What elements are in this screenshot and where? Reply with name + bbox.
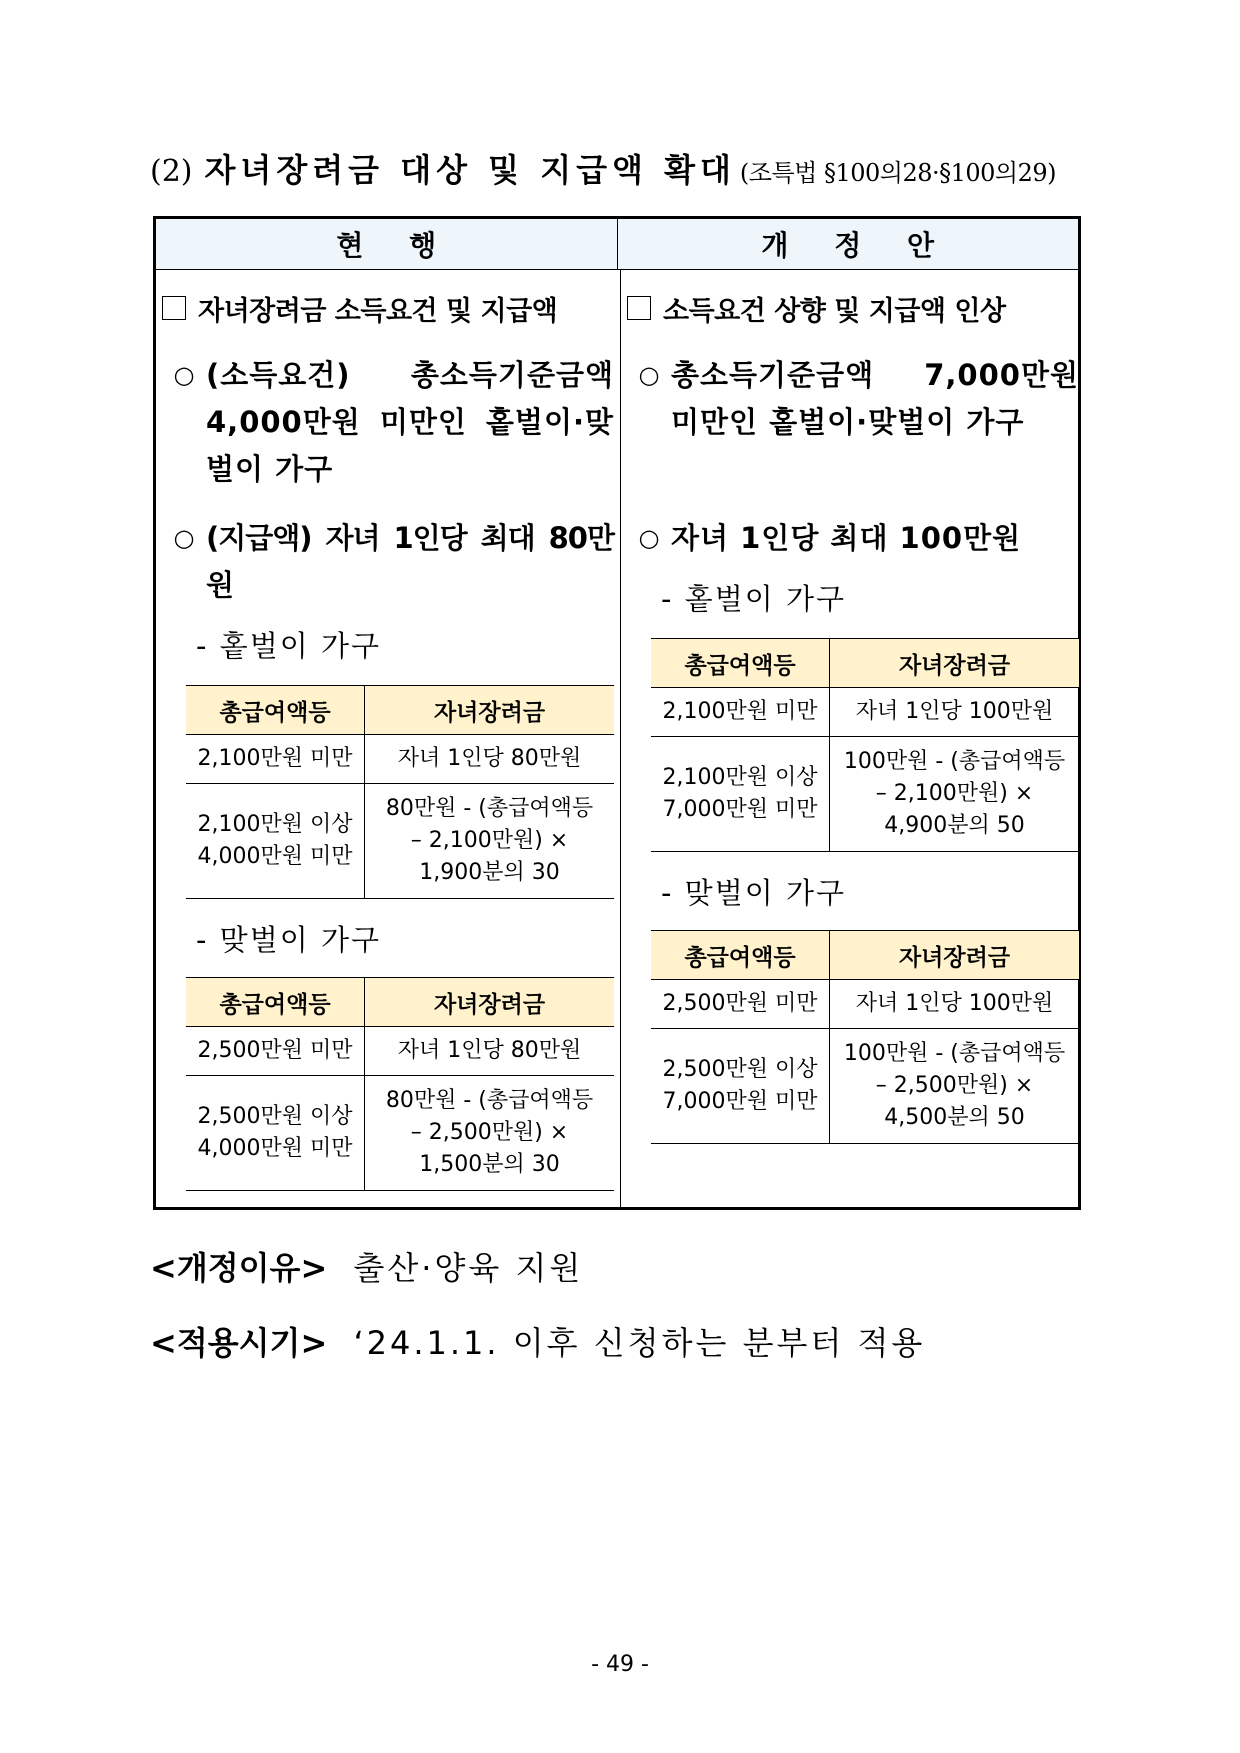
checkbox-square-icon: [627, 296, 651, 320]
column-header: 총급여액등: [651, 639, 830, 688]
section-heading: [150, 145, 1110, 193]
formula-line: 80만원 - (총급여액등: [385, 796, 594, 821]
current-box-title-text: 자녀장려금 소득요건 및 지급액: [198, 295, 558, 327]
section-number: (2): [150, 154, 193, 189]
amount-cell: 자녀 1인당 100만원: [830, 688, 1080, 737]
formula-line: – 2,100만원) ×: [410, 828, 569, 853]
proposed-item-income: [627, 352, 1079, 446]
proposed-single-label: - 홑벌이 가구: [661, 582, 846, 616]
amount-cell: 자녀 1인당 80만원: [365, 735, 615, 784]
table-row: [186, 1076, 614, 1191]
column-header: 자녀장려금: [830, 931, 1080, 980]
formula-line: 80만원 - (총급여액등: [385, 1088, 594, 1113]
range-line: 7,000만원 미만: [662, 1089, 818, 1114]
range-cell: 2,100만원 미만: [186, 735, 365, 784]
effective-date-label: <적용시기>: [150, 1324, 328, 1362]
range-line: 4,000만원 미만: [197, 1136, 353, 1161]
table-row: [651, 688, 1079, 737]
table-row: [651, 737, 1079, 852]
current-single-table: [186, 685, 614, 899]
table-row: [186, 735, 614, 784]
range-cell: 2,100만원 미만: [651, 688, 830, 737]
formula-line: 1,500분의 30: [419, 1152, 560, 1177]
revision-reason-text: 출산·양육 지원: [353, 1249, 584, 1287]
range-line: 2,500만원 이상: [662, 1057, 818, 1082]
page-number: - 49 -: [591, 1652, 649, 1677]
proposed-single-table: [651, 638, 1079, 852]
formula-line: 4,900분의 50: [884, 813, 1025, 838]
formula-line: – 2,100만원) ×: [875, 781, 1034, 806]
amount-cell: [830, 1029, 1080, 1144]
column-header: 자녀장려금: [365, 686, 615, 735]
proposed-dual-label: - 맞벌이 가구: [661, 876, 846, 910]
amount-cell: 자녀 1인당 100만원: [830, 980, 1080, 1029]
proposed-dual-table: [651, 930, 1079, 1144]
table-row: [186, 1027, 614, 1076]
current-box-title: [162, 286, 614, 330]
range-line: 2,100만원 이상: [662, 765, 818, 790]
column-header: 자녀장려금: [830, 639, 1080, 688]
amount-cell: [365, 784, 615, 899]
formula-line: 100만원 - (총급여액등: [843, 749, 1066, 774]
proposed-item-amount-text: 자녀 1인당 최대 100만원: [671, 521, 1022, 555]
current-single-label: - 홑벌이 가구: [196, 629, 381, 663]
table-row: [651, 980, 1079, 1029]
circle-bullet-icon: ○: [173, 361, 195, 389]
range-line: 2,500만원 이상: [197, 1104, 353, 1129]
checkbox-square-icon: [162, 296, 186, 320]
current-column: [156, 270, 621, 1207]
range-cell: [651, 1029, 830, 1144]
table-row: [651, 1029, 1079, 1144]
range-cell: [186, 1076, 365, 1191]
proposed-box-title-text: 소득요건 상향 및 지급액 인상: [663, 295, 1006, 327]
table-row: [186, 784, 614, 899]
range-line: 2,100만원 이상: [197, 812, 353, 837]
circle-bullet-icon: ○: [638, 361, 660, 389]
proposed-box-title: [627, 286, 1079, 330]
current-item-income-text: (소득요건) 총소득기준금액 4,000만원 미만인 홑벌이·맞벌이 가구: [206, 358, 614, 486]
column-header: 자녀장려금: [365, 978, 615, 1027]
range-cell: [186, 784, 365, 899]
section-title: 자녀장려금 대상 및 지급액 확대: [204, 151, 736, 189]
law-reference: (조특법 §100의28·§100의29): [739, 159, 1057, 187]
formula-line: – 2,500만원) ×: [875, 1073, 1034, 1098]
proposed-item-income-text: 총소득기준금액 7,000만원 미만인 홑벌이·맞벌이 가구: [671, 358, 1079, 439]
effective-date: [150, 1318, 925, 1364]
current-item-amount-text: (지급액) 자녀 1인당 최대 80만원: [206, 521, 614, 602]
proposed-item-amount: [627, 515, 1079, 562]
formula-line: 4,500분의 50: [884, 1105, 1025, 1130]
range-cell: 2,500만원 미만: [651, 980, 830, 1029]
column-header: 총급여액등: [651, 931, 830, 980]
amount-cell: [830, 737, 1080, 852]
current-item-amount: [162, 515, 614, 609]
current-header: 현 행: [156, 219, 618, 269]
revision-reason: [150, 1243, 583, 1289]
comparison-table: [153, 216, 1081, 1210]
column-header: 총급여액등: [186, 978, 365, 1027]
range-line: 4,000만원 미만: [197, 844, 353, 869]
revision-reason-label: <개정이유>: [150, 1249, 328, 1287]
current-item-income: [162, 352, 614, 493]
range-cell: 2,500만원 미만: [186, 1027, 365, 1076]
amount-cell: [365, 1076, 615, 1191]
proposed-column: [621, 270, 1085, 1207]
circle-bullet-icon: ○: [173, 524, 195, 552]
column-header: 총급여액등: [186, 686, 365, 735]
comparison-header-row: [156, 219, 1078, 270]
range-line: 7,000만원 미만: [662, 797, 818, 822]
formula-line: – 2,500만원) ×: [410, 1120, 569, 1145]
formula-line: 100만원 - (총급여액등: [843, 1041, 1066, 1066]
amount-cell: 자녀 1인당 80만원: [365, 1027, 615, 1076]
circle-bullet-icon: ○: [638, 524, 660, 552]
current-dual-table: [186, 977, 614, 1191]
effective-date-text: ‘24.1.1. 이후 신청하는 분부터 적용: [353, 1324, 926, 1362]
current-dual-label: - 맞벌이 가구: [196, 923, 381, 957]
range-cell: [651, 737, 830, 852]
proposed-header: 개 정 안: [761, 229, 953, 262]
formula-line: 1,900분의 30: [419, 860, 560, 885]
